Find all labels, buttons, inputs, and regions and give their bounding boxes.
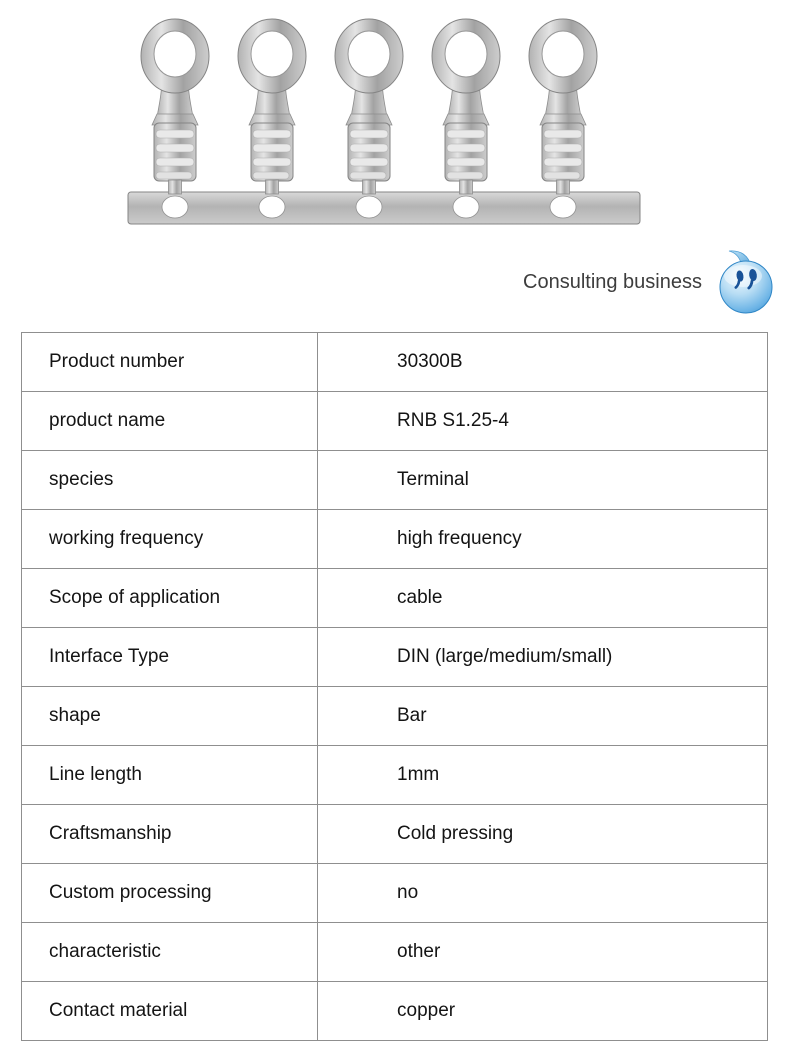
- spec-row: [22, 510, 768, 569]
- spec-row: [22, 805, 768, 864]
- consult-business-label: Consulting business: [523, 270, 702, 293]
- spec-table: [21, 332, 768, 1041]
- spec-row: [22, 569, 768, 628]
- spec-row: [22, 687, 768, 746]
- spec-label: Product number: [22, 333, 318, 392]
- spec-row: [22, 864, 768, 923]
- spec-label: Craftsmanship: [22, 805, 318, 864]
- spec-value: DIN (large/medium/small): [318, 628, 768, 687]
- spec-label: Scope of application: [22, 569, 318, 628]
- spec-value: copper: [318, 982, 768, 1041]
- spec-value: Terminal: [318, 451, 768, 510]
- spec-row: [22, 451, 768, 510]
- spec-label: Contact material: [22, 982, 318, 1041]
- aliwangwang-messenger-icon[interactable]: [714, 250, 780, 314]
- spec-value: Bar: [318, 687, 768, 746]
- spec-label: Custom processing: [22, 864, 318, 923]
- spec-label: product name: [22, 392, 318, 451]
- spec-label: Line length: [22, 746, 318, 805]
- spec-value: 1mm: [318, 746, 768, 805]
- spec-row: [22, 923, 768, 982]
- spec-row: [22, 333, 768, 392]
- spec-value: 30300B: [318, 333, 768, 392]
- spec-label: working frequency: [22, 510, 318, 569]
- spec-row: [22, 982, 768, 1041]
- spec-value: no: [318, 864, 768, 923]
- spec-label: Interface Type: [22, 628, 318, 687]
- spec-row: [22, 628, 768, 687]
- spec-value: cable: [318, 569, 768, 628]
- product-photo-ring-terminals: [105, 6, 650, 232]
- spec-row: [22, 746, 768, 805]
- spec-value: Cold pressing: [318, 805, 768, 864]
- consult-business-link[interactable]: [523, 248, 780, 316]
- spec-value: RNB S1.25-4: [318, 392, 768, 451]
- spec-label: shape: [22, 687, 318, 746]
- spec-value: other: [318, 923, 768, 982]
- spec-value: high frequency: [318, 510, 768, 569]
- spec-label: characteristic: [22, 923, 318, 982]
- spec-row: [22, 392, 768, 451]
- spec-label: species: [22, 451, 318, 510]
